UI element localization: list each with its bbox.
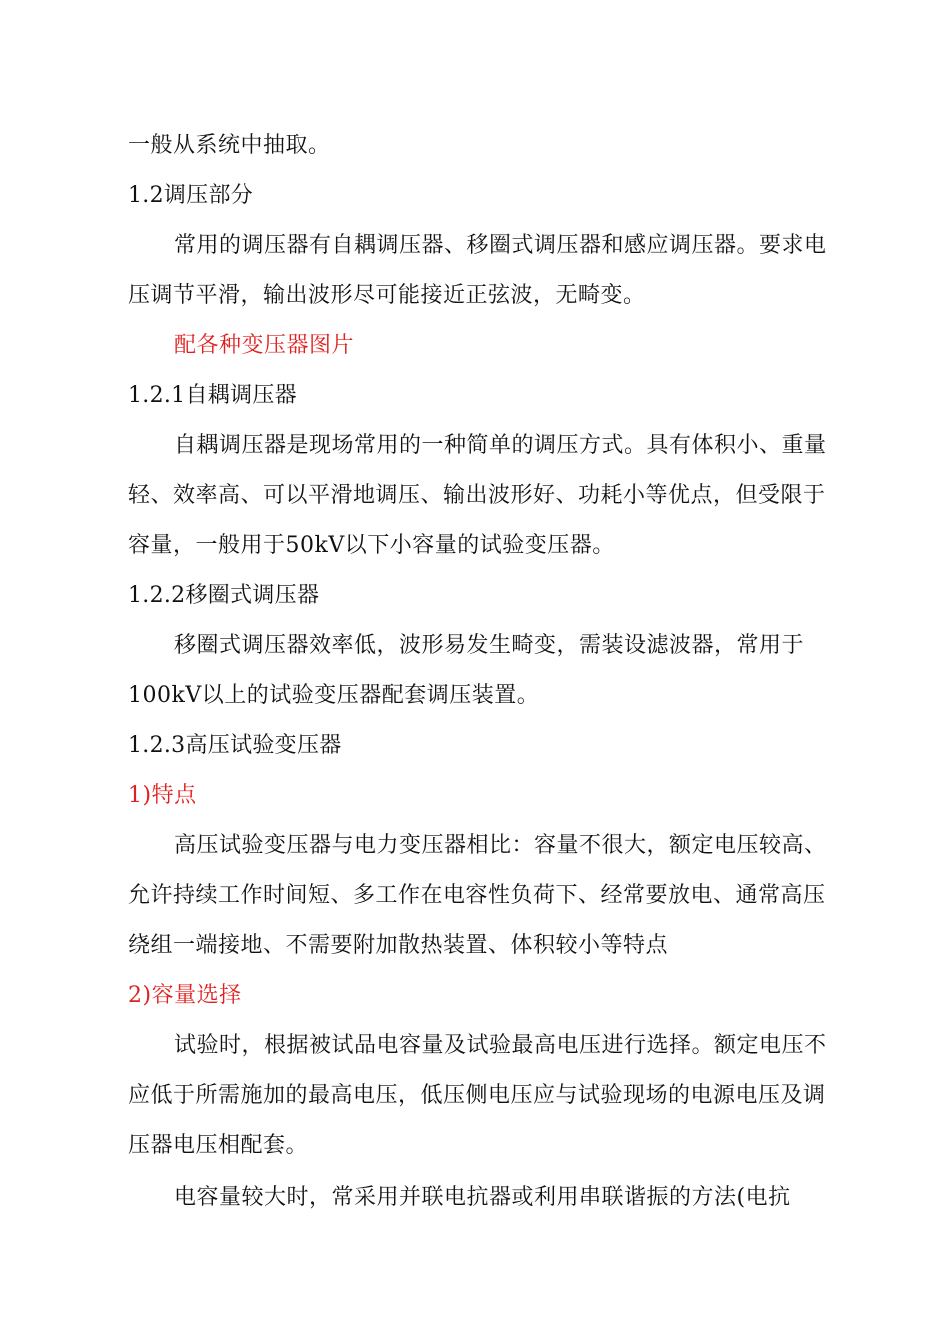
paragraph-line: 压器电压相配套。	[128, 1133, 309, 1158]
subheading-features: 1)特点	[128, 783, 197, 808]
paragraph-line: 应低于所需施加的最高电压，低压侧电压应与试验现场的电源电压及调	[128, 1083, 826, 1108]
subheading-capacity-selection: 2)容量选择	[128, 983, 242, 1008]
image-note-red: 配各种变压器图片	[174, 333, 355, 358]
section-heading-1-2-3: 1.2.3高压试验变压器	[128, 733, 342, 758]
section-heading-1-2-2: 1.2.2移圈式调压器	[128, 583, 320, 608]
paragraph-line: 压调节平滑，输出波形尽可能接近正弦波，无畸变。	[128, 283, 646, 308]
paragraph-line: 容量，一般用于50kV以下小容量的试验变压器。	[128, 533, 615, 558]
paragraph-line: 100kV以上的试验变压器配套调压装置。	[128, 683, 540, 708]
paragraph-line: 移圈式调压器效率低，波形易发生畸变，需装设滤波器，常用于	[174, 633, 805, 658]
body-text-line: 一般从系统中抽取。	[128, 133, 331, 158]
paragraph-line: 轻、效率高、可以平滑地调压、输出波形好、功耗小等优点，但受限于	[128, 483, 826, 508]
paragraph-line: 绕组一端接地、不需要附加散热装置、体积较小等特点	[128, 933, 669, 958]
paragraph-line: 自耦调压器是现场常用的一种简单的调压方式。具有体积小、重量	[174, 433, 827, 458]
paragraph-line: 常用的调压器有自耦调压器、移圈式调压器和感应调压器。要求电	[174, 233, 827, 258]
section-heading-1-2: 1.2调压部分	[128, 183, 254, 208]
paragraph-line: 高压试验变压器与电力变压器相比：容量不很大，额定电压较高、	[174, 833, 827, 858]
section-heading-1-2-1: 1.2.1自耦调压器	[128, 383, 297, 408]
paragraph-line: 电容量较大时，常采用并联电抗器或利用串联谐振的方法(电抗	[174, 1185, 791, 1210]
paragraph-line: 允许持续工作时间短、多工作在电容性负荷下、经常要放电、通常高压	[128, 883, 826, 908]
paragraph-line: 试验时，根据被试品电容量及试验最高电压进行选择。额定电压不	[174, 1033, 827, 1058]
